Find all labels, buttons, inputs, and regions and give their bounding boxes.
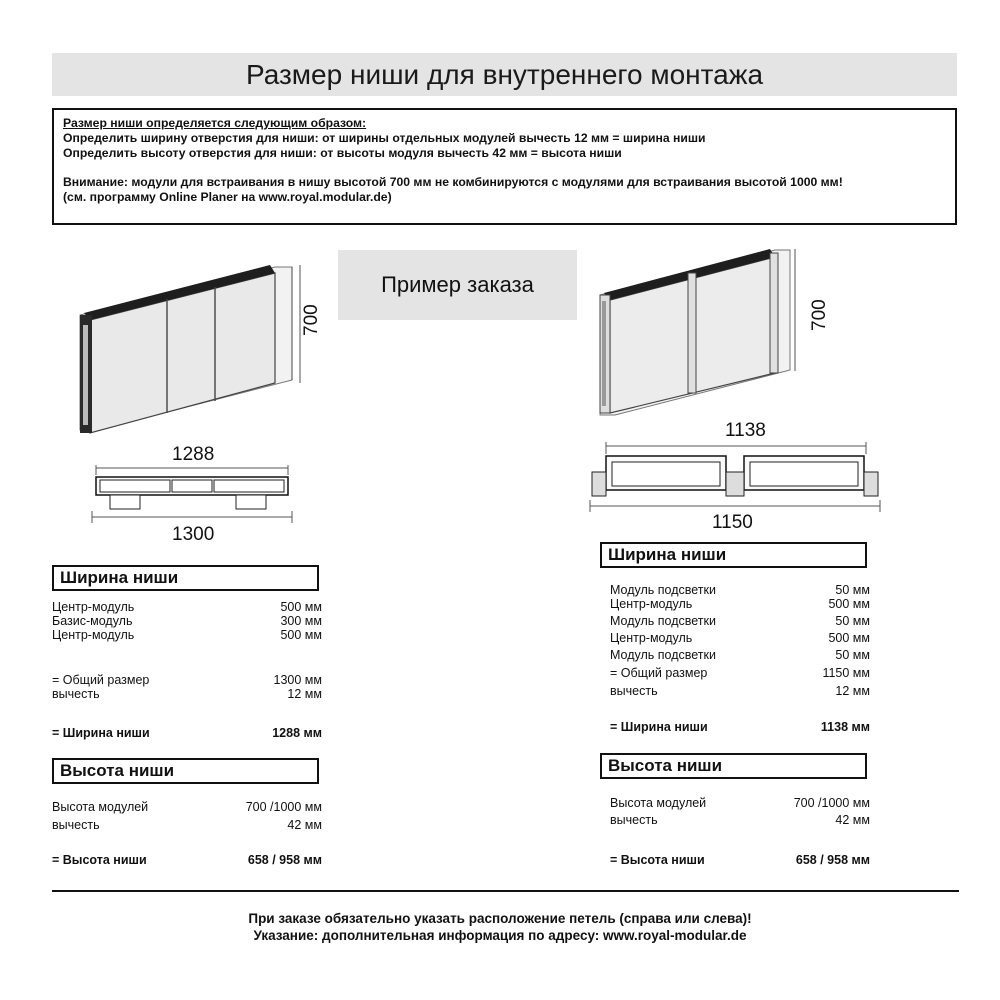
row-label: Центр-модуль <box>610 597 693 611</box>
left-niche-width-dimension: 1288 <box>172 444 215 465</box>
row-label: Центр-модуль <box>52 600 135 614</box>
row-value: 12 мм <box>835 684 870 698</box>
row-label: Модуль подсветки <box>610 648 716 662</box>
left-plan-view <box>88 465 298 525</box>
row-value: 1288 мм <box>272 726 322 740</box>
row-label: = Ширина ниши <box>52 726 150 740</box>
row-value: 50 мм <box>835 583 870 597</box>
left-module-width-dimension: 1300 <box>172 524 215 545</box>
row-value: 700 /1000 мм <box>793 796 870 810</box>
row-value: 700 /1000 мм <box>245 800 322 814</box>
right-width-heading: Ширина ниши <box>600 542 867 568</box>
right-niche-width-dimension: 1138 <box>725 420 766 441</box>
row-value: 12 мм <box>287 687 322 701</box>
intro-box <box>52 108 957 225</box>
row-label: = Высота ниши <box>52 853 147 867</box>
intro-planner-note: (см. программу Online Planer на www.royal.modular.de) <box>63 190 392 204</box>
footer-hinge-note: При заказе обязательно указать расположение петель (справа или слева)! <box>248 911 752 926</box>
intro-heading: Размер ниши определяется следующим образом: <box>63 116 367 130</box>
right-height-heading: Высота ниши <box>600 753 867 779</box>
row-label: Модуль подсветки <box>610 583 716 597</box>
row-value: 500 мм <box>828 597 870 611</box>
page-title: Размер ниши для внутреннего монтажа <box>52 53 957 96</box>
right-module-width-dimension: 1150 <box>712 512 753 533</box>
row-label: вычесть <box>610 684 658 698</box>
right-module-illustration <box>590 245 805 420</box>
row-value: 1138 мм <box>820 720 870 734</box>
row-label: вычесть <box>52 818 100 832</box>
left-height-dimension: 700 <box>301 304 322 336</box>
left-module-illustration <box>70 255 310 445</box>
intro-line-height: Определить высоту отверстия для ниши: от высоты модуля вычесть 42 мм = высота ниши <box>63 146 622 160</box>
row-value: 50 мм <box>835 648 870 662</box>
row-label: Модуль подсветки <box>610 614 716 628</box>
footer-info-note: Указание: дополнительная информация по адресу: www.royal-modular.de <box>253 928 747 943</box>
row-value: 1300 мм <box>273 673 322 687</box>
left-height-heading: Высота ниши <box>52 758 319 784</box>
row-value: 500 мм <box>280 628 322 642</box>
row-label: Высота модулей <box>610 796 707 810</box>
row-label: вычесть <box>52 687 100 701</box>
row-label: = Ширина ниши <box>610 720 708 734</box>
intro-line-width: Определить ширину отверстия для ниши: от ширины отдельных модулей вычесть 12 мм = ширина ниши <box>63 131 706 145</box>
row-value: 42 мм <box>287 818 322 832</box>
row-label: = Общий размер <box>610 666 708 680</box>
row-value: 50 мм <box>835 614 870 628</box>
row-label: Высота модулей <box>52 800 149 814</box>
order-example-label: Пример заказа <box>338 250 577 320</box>
row-label: Базис-модуль <box>52 614 133 628</box>
row-label: = Высота ниши <box>610 853 705 867</box>
footer-divider <box>52 890 959 892</box>
row-value: 1150 мм <box>822 666 870 680</box>
row-label: вычесть <box>610 813 658 827</box>
row-label: = Общий размер <box>52 673 150 687</box>
intro-warning: Внимание: модули для встраивания в нишу высотой 700 мм не комбинируются с модулями для встраивания высотой 1000 мм! <box>63 175 843 189</box>
right-height-dimension: 700 <box>809 299 830 331</box>
footer <box>0 910 1000 944</box>
row-label: Центр-модуль <box>610 631 693 645</box>
row-value: 500 мм <box>280 600 322 614</box>
row-value: 42 мм <box>835 813 870 827</box>
row-label: Центр-модуль <box>52 628 135 642</box>
left-width-heading: Ширина ниши <box>52 565 319 591</box>
row-value: 300 мм <box>280 614 322 628</box>
row-value: 500 мм <box>828 631 870 645</box>
right-plan-view <box>586 442 886 514</box>
row-value: 658 / 958 мм <box>247 853 322 867</box>
row-value: 658 / 958 мм <box>795 853 870 867</box>
